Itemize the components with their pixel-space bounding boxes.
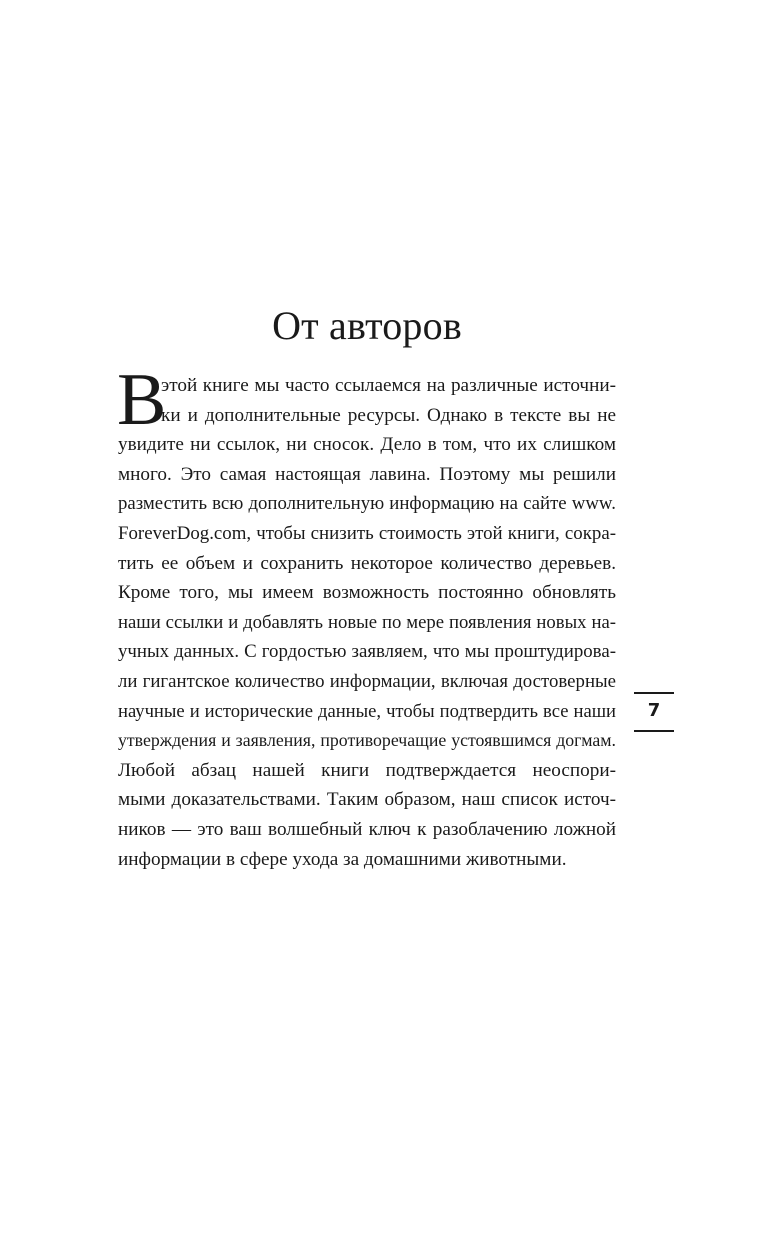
text-line: ников — это ваш волшебный ключ к разоблачению ложной bbox=[118, 818, 616, 840]
text-line: увидите ни ссылок, ни сносок. Дело в том, что их слишком bbox=[118, 434, 616, 456]
text-line: Любой абзац нашей книги подтверждается неоспори- bbox=[118, 759, 616, 781]
page-number-box bbox=[634, 692, 674, 732]
text-line: тить ее объем и сохранить некоторое количество деревьев. bbox=[118, 552, 616, 574]
body-paragraph bbox=[118, 371, 616, 874]
page-number: 7 bbox=[647, 700, 661, 721]
text-line: мыми доказательствами. Таким образом, наш список источ- bbox=[118, 789, 616, 811]
text-line: ForeverDog.com, чтобы снизить стоимость этой книги, сокра- bbox=[118, 522, 616, 544]
text-line: этой книге мы часто ссылаемся на различные источни- bbox=[161, 375, 616, 396]
text-line: научные и исторические данные, чтобы подтвердить все наши bbox=[118, 700, 616, 722]
text-line: учных данных. С гордостью заявляем, что мы проштудирова- bbox=[118, 641, 616, 663]
chapter-title: От авторов bbox=[272, 303, 462, 348]
text-line: разместить всю дополнительную информацию на сайте www. bbox=[118, 493, 616, 515]
text-line: ки и дополнительные ресурсы. Однако в тексте вы не bbox=[161, 404, 616, 426]
text-line: много. Это самая настоящая лавина. Поэтому мы решили bbox=[118, 463, 616, 485]
text-line: ли гигантское количество информации, включая достоверные bbox=[118, 670, 616, 692]
text-line: информации в сфере ухода за домашними животными. bbox=[118, 848, 567, 870]
text-line: утверждения и заявления, противоречащие устоявшимся догмам. bbox=[118, 730, 616, 751]
text-line: наши ссылки и добавлять новые по мере появления новых на- bbox=[118, 611, 616, 633]
drop-cap: В bbox=[117, 359, 167, 441]
text-line: Кроме того, мы имеем возможность постоянно обновлять bbox=[118, 582, 616, 604]
